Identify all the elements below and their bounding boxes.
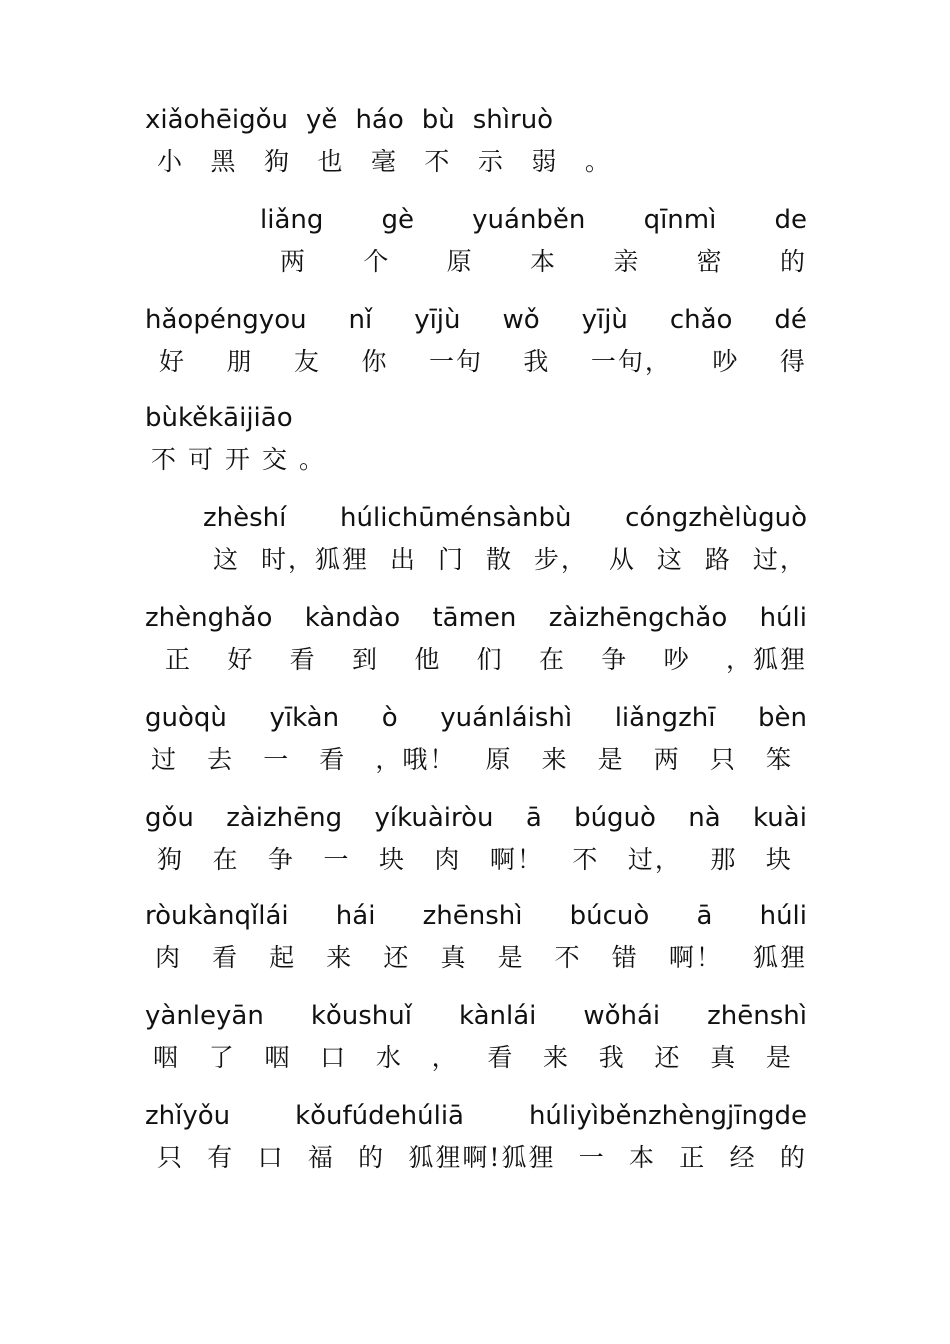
pinyin-word: nǐ	[348, 305, 373, 335]
hanzi-char: 是	[765, 1043, 793, 1072]
hanzi-char: 时，狐狸	[260, 545, 369, 574]
hanzi-char: 步，	[533, 545, 588, 574]
hanzi-char: 亲	[613, 247, 641, 276]
hanzi-char: 得	[779, 347, 807, 376]
hanzi-line	[145, 242, 807, 282]
hanzi-char: 。	[298, 445, 326, 474]
hanzi-char: 示	[477, 147, 505, 176]
hanzi-char: 狐狸啊!狐狸	[408, 1143, 556, 1172]
hanzi-char: 在	[212, 845, 240, 874]
hanzi-char: 一	[578, 1143, 606, 1172]
pinyin-word: húliyìběnzhèngjīngde	[528, 1101, 807, 1131]
hanzi-char: 一句，	[590, 347, 672, 376]
pinyin-word: zhǐyǒu	[145, 1101, 231, 1131]
hanzi-char: 吵	[712, 347, 740, 376]
hanzi-char: 一	[323, 845, 351, 874]
pinyin-word: húli	[759, 901, 807, 931]
text-stanza	[145, 498, 807, 580]
hanzi-char: 狗	[263, 147, 291, 176]
pinyin-word: guòqù	[145, 703, 227, 733]
pinyin-line	[145, 698, 807, 738]
text-stanza	[145, 698, 807, 780]
pinyin-line	[145, 1096, 807, 1136]
pinyin-word: yīkàn	[269, 703, 340, 733]
pinyin-line	[145, 598, 807, 638]
pinyin-word: yījù	[414, 305, 461, 335]
hanzi-char: 他	[414, 645, 442, 674]
pinyin-word: shìruò	[472, 105, 554, 135]
hanzi-char: 咽	[264, 1043, 292, 1072]
text-stanza	[145, 996, 807, 1078]
hanzi-char: 正	[165, 645, 193, 674]
hanzi-char: 散	[485, 545, 513, 574]
hanzi-char: 友	[293, 347, 321, 376]
hanzi-line	[145, 342, 807, 382]
pinyin-word: xiǎohēigǒu	[145, 105, 289, 135]
hanzi-char: 福	[307, 1143, 335, 1172]
hanzi-char: 的	[358, 1143, 386, 1172]
hanzi-char: 一句	[428, 347, 483, 376]
hanzi-char: 这	[656, 545, 684, 574]
hanzi-char: 不	[554, 943, 582, 972]
pinyin-word: hái	[335, 901, 376, 931]
pinyin-word: búcuò	[569, 901, 650, 931]
pinyin-word: bù	[421, 105, 455, 135]
hanzi-char: 到	[351, 645, 379, 674]
pinyin-word: zhènghǎo	[145, 603, 273, 633]
hanzi-char: 啊！	[489, 845, 544, 874]
hanzi-char: 本	[629, 1143, 657, 1172]
hanzi-char: 块	[378, 845, 406, 874]
hanzi-char: 交	[261, 445, 289, 474]
hanzi-char: 是	[497, 943, 525, 972]
hanzi-char: 毫	[370, 147, 398, 176]
hanzi-char: 弱	[531, 147, 559, 176]
pinyin-word: kuài	[753, 803, 807, 833]
pinyin-word: liǎngzhī	[614, 703, 716, 733]
pinyin-word: gǒu	[145, 803, 194, 833]
pinyin-line	[145, 798, 807, 838]
hanzi-char: 来	[541, 745, 569, 774]
hanzi-line	[145, 938, 807, 978]
text-stanza	[145, 200, 807, 282]
hanzi-char: 狐狸	[752, 943, 807, 972]
hanzi-char: ，	[431, 1043, 459, 1072]
pinyin-word: húlichūménsànbù	[340, 503, 572, 533]
hanzi-char: 争	[601, 645, 629, 674]
hanzi-line	[145, 540, 807, 580]
hanzi-char: 笨	[765, 745, 793, 774]
hanzi-char: 我	[598, 1043, 626, 1072]
text-stanza	[145, 1096, 807, 1178]
hanzi-char: 们	[476, 645, 504, 674]
hanzi-char: 可	[187, 445, 215, 474]
hanzi-char: 来	[326, 943, 354, 972]
pinyin-word: ā	[696, 901, 713, 931]
pinyin-word: yànleyān	[145, 1001, 264, 1031]
hanzi-char: 那	[710, 845, 738, 874]
hanzi-char: 两	[280, 247, 308, 276]
pinyin-word: zàizhēng	[226, 803, 343, 833]
hanzi-char: 看	[289, 645, 317, 674]
hanzi-char: 本	[529, 247, 557, 276]
pinyin-word: yě	[306, 105, 338, 135]
hanzi-char: 狗	[157, 845, 185, 874]
hanzi-char: 了	[208, 1043, 236, 1072]
hanzi-char: 争	[267, 845, 295, 874]
hanzi-char: 只	[709, 745, 737, 774]
hanzi-char: 咽	[153, 1043, 181, 1072]
hanzi-line	[145, 440, 326, 480]
hanzi-char: 过，	[627, 845, 682, 874]
pinyin-word: húli	[759, 603, 807, 633]
pinyin-word: kǒufúdehúliā	[295, 1101, 464, 1131]
pinyin-word: zhèshí	[203, 503, 287, 533]
hanzi-char: 原	[485, 745, 513, 774]
text-stanza	[145, 300, 807, 382]
hanzi-line	[145, 1138, 807, 1178]
pinyin-word: yíkuàiròu	[374, 803, 494, 833]
text-stanza	[145, 798, 807, 880]
hanzi-char: 两	[653, 745, 681, 774]
hanzi-char: 过	[151, 745, 179, 774]
hanzi-char: 还	[383, 943, 411, 972]
pinyin-line	[145, 200, 807, 240]
pinyin-word: hǎopéngyou	[145, 305, 307, 335]
hanzi-char: 门	[437, 545, 465, 574]
hanzi-char: 来	[543, 1043, 571, 1072]
pinyin-word: chǎo	[669, 305, 733, 335]
pinyin-line	[145, 300, 807, 340]
hanzi-char: 不	[424, 147, 452, 176]
pinyin-word: dé	[774, 305, 807, 335]
pinyin-word: cóngzhèlùguò	[625, 503, 807, 533]
hanzi-line	[145, 740, 807, 780]
hanzi-char: 吵	[663, 645, 691, 674]
hanzi-char: 好	[159, 347, 187, 376]
pinyin-word: bèn	[758, 703, 807, 733]
pinyin-word: qīnmì	[643, 205, 717, 235]
hanzi-char: 肉	[155, 943, 183, 972]
hanzi-char: ，哦！	[375, 745, 457, 774]
hanzi-char: 肉	[434, 845, 462, 874]
pinyin-word: kànlái	[458, 1001, 537, 1031]
hanzi-char: 过，	[752, 545, 807, 574]
pinyin-word: ò	[381, 703, 398, 733]
hanzi-char: 经	[729, 1143, 757, 1172]
hanzi-char: 密	[696, 247, 724, 276]
hanzi-line	[145, 640, 807, 680]
pinyin-word: yuánláishì	[440, 703, 573, 733]
hanzi-char: 不	[151, 445, 179, 474]
pinyin-word: wǒhái	[583, 1001, 661, 1031]
hanzi-char: 黑	[210, 147, 238, 176]
pinyin-line	[145, 100, 807, 140]
hanzi-line	[145, 142, 612, 182]
pinyin-word: de	[774, 205, 807, 235]
hanzi-char: 一	[263, 745, 291, 774]
pinyin-word: ròukànqǐlái	[145, 901, 289, 931]
hanzi-char: 路	[704, 545, 732, 574]
pinyin-word: zàizhēngchǎo	[548, 603, 728, 633]
hanzi-char: 不	[572, 845, 600, 874]
hanzi-char: 原	[446, 247, 474, 276]
hanzi-char: 也	[317, 147, 345, 176]
pinyin-word: liǎng	[260, 205, 324, 235]
hanzi-char: 好	[227, 645, 255, 674]
pinyin-word: ā	[525, 803, 542, 833]
hanzi-char: 去	[207, 745, 235, 774]
hanzi-char: 从	[608, 545, 636, 574]
pinyin-word: gè	[381, 205, 415, 235]
hanzi-char: 在	[538, 645, 566, 674]
pinyin-line	[145, 398, 807, 438]
pinyin-word: kǒushuǐ	[310, 1001, 412, 1031]
hanzi-char: 口	[257, 1143, 285, 1172]
hanzi-char: 真	[440, 943, 468, 972]
hanzi-char: 看	[487, 1043, 515, 1072]
hanzi-char: 正	[679, 1143, 707, 1172]
pinyin-word: yījù	[581, 305, 628, 335]
hanzi-char: 开	[224, 445, 252, 474]
hanzi-char: 的	[779, 247, 807, 276]
hanzi-char: 看	[319, 745, 347, 774]
hanzi-char: 这	[213, 545, 241, 574]
hanzi-char: ，狐狸	[725, 645, 807, 674]
hanzi-char: 看	[212, 943, 240, 972]
hanzi-line	[145, 840, 807, 880]
hanzi-char: 出	[389, 545, 417, 574]
hanzi-char: 还	[654, 1043, 682, 1072]
hanzi-char: 水	[375, 1043, 403, 1072]
hanzi-char: 有	[207, 1143, 235, 1172]
pinyin-word: wǒ	[502, 305, 540, 335]
pinyin-word: yuánběn	[472, 205, 586, 235]
hanzi-char: 真	[710, 1043, 738, 1072]
hanzi-char: 口	[320, 1043, 348, 1072]
hanzi-char: 小	[157, 147, 185, 176]
text-stanza	[145, 598, 807, 680]
pinyin-line	[145, 996, 807, 1036]
pinyin-word: nà	[688, 803, 721, 833]
hanzi-char: 起	[269, 943, 297, 972]
pinyin-line	[145, 896, 807, 936]
hanzi-line	[145, 1038, 807, 1078]
hanzi-char: 朋	[226, 347, 254, 376]
hanzi-char: 啊！	[668, 943, 723, 972]
text-stanza	[145, 896, 807, 978]
text-stanza	[145, 100, 807, 182]
text-stanza	[145, 398, 807, 480]
pinyin-word: háo	[355, 105, 404, 135]
hanzi-char: 错	[611, 943, 639, 972]
pinyin-word: tāmen	[432, 603, 517, 633]
hanzi-char: 的	[779, 1143, 807, 1172]
hanzi-char: 我	[523, 347, 551, 376]
hanzi-char: 是	[597, 745, 625, 774]
pinyin-word: zhēnshì	[422, 901, 523, 931]
hanzi-char: 。	[584, 147, 612, 176]
hanzi-char: 你	[361, 347, 389, 376]
pinyin-word: kàndào	[304, 603, 401, 633]
pinyin-word: zhēnshì	[707, 1001, 807, 1031]
hanzi-char: 个	[363, 247, 391, 276]
hanzi-char: 块	[765, 845, 793, 874]
pinyin-line	[145, 498, 807, 538]
hanzi-char: 只	[157, 1143, 185, 1172]
pinyin-word: bùkěkāijiāo	[145, 403, 293, 433]
pinyin-word: búguò	[574, 803, 656, 833]
